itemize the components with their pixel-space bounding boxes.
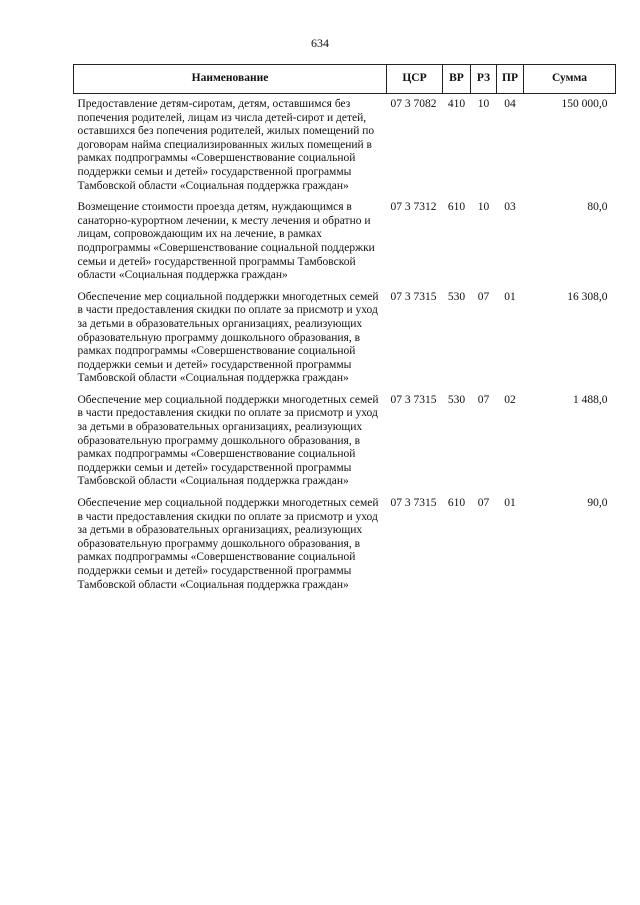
row-pr: 03 [504, 201, 516, 214]
row-vr: 530 [447, 393, 466, 406]
row-rz: 10 [477, 201, 490, 214]
row-name: Обеспечение мер социальной поддержки многодетных семей в части предоставления скидки по оплате за присмотр и уход за детьми в образовательных организациях, реализующих образовательную программу дошкольного образования, в рамках подпрограммы «Совершенствование социальной поддержки семьи и детей» государственной программы Тамбовской области «Социальная поддержка граждан» [77, 497, 379, 591]
table-header-row [74, 65, 616, 94]
row-csr: 07 3 7315 [390, 290, 437, 303]
row-rz: 10 [477, 98, 490, 110]
header-pr: ПР [497, 65, 524, 94]
row-rz: 07 [477, 497, 490, 510]
table-row [74, 201, 616, 291]
row-name: Обеспечение мер социальной поддержки многодетных семей в части предоставления скидки по оплате за присмотр и уход за детьми в образовательных организациях, реализующих образовательную программу дошкольного образования, в рамках подпрограммы «Совершенствование социальной поддержки семьи и детей» государственной программы Тамбовской области «Социальная поддержка граждан» [77, 393, 379, 488]
table-row [74, 94, 616, 202]
budget-table [73, 64, 616, 600]
row-sum: 150 000,0 [561, 98, 608, 110]
row-csr: 07 3 7315 [390, 497, 437, 510]
table-row [74, 394, 616, 497]
row-vr: 610 [447, 201, 466, 214]
row-name: Предоставление детям-сиротам, детям, оставшимся без попечения родителей, лицам из числа детей-сирот и детей, оставшихся без попечения родителей, жилых помещений по договорам найма специализированных жилых помещений в рамках подпрограммы «Совершенствование социальной поддержки семьи и детей» государственной программы Тамбовской области «Социальная поддержка граждан» [77, 98, 375, 192]
row-csr: 07 3 7082 [390, 98, 437, 110]
table-row [74, 291, 616, 394]
header-csr: ЦСР [387, 65, 443, 94]
row-csr: 07 3 7315 [390, 393, 437, 406]
header-vr: ВР [443, 65, 471, 94]
row-sum: 80,0 [587, 201, 608, 214]
row-rz: 07 [477, 393, 490, 406]
page-number: 634 [311, 36, 329, 50]
row-pr: 01 [504, 497, 516, 510]
row-name: Обеспечение мер социальной поддержки многодетных семей в части предоставления скидки по оплате за присмотр и уход за детьми в образовательных организациях, реализующих образовательную программу дошкольного образования, в рамках подпрограммы «Совершенствование социальной поддержки семьи и детей» государственной программы Тамбовской области «Социальная поддержка граждан» [77, 290, 379, 385]
row-sum: 1 488,0 [573, 393, 608, 406]
table-row [74, 497, 616, 600]
row-vr: 530 [447, 290, 466, 303]
row-vr: 410 [447, 98, 466, 110]
row-pr: 02 [504, 393, 516, 406]
row-pr: 04 [504, 98, 516, 110]
row-pr: 01 [504, 290, 516, 303]
header-name: Наименование [74, 65, 387, 94]
header-sum: Сумма [524, 65, 616, 94]
header-rz: РЗ [471, 65, 497, 94]
row-name: Возмещение стоимости проезда детям, нуждающимся в санаторно-курортном лечении, к месту лечения и обратно и лицам, сопровождающим их на лечение, в рамках подпрограммы «Совершенствование социальной поддержки семьи и детей» государственной программы Тамбовской области «Социальная поддержка граждан» [77, 201, 375, 282]
row-csr: 07 3 7312 [390, 201, 437, 214]
row-sum: 16 308,0 [567, 290, 608, 303]
row-rz: 07 [477, 290, 490, 303]
row-sum: 90,0 [587, 497, 608, 510]
row-vr: 610 [447, 497, 466, 510]
